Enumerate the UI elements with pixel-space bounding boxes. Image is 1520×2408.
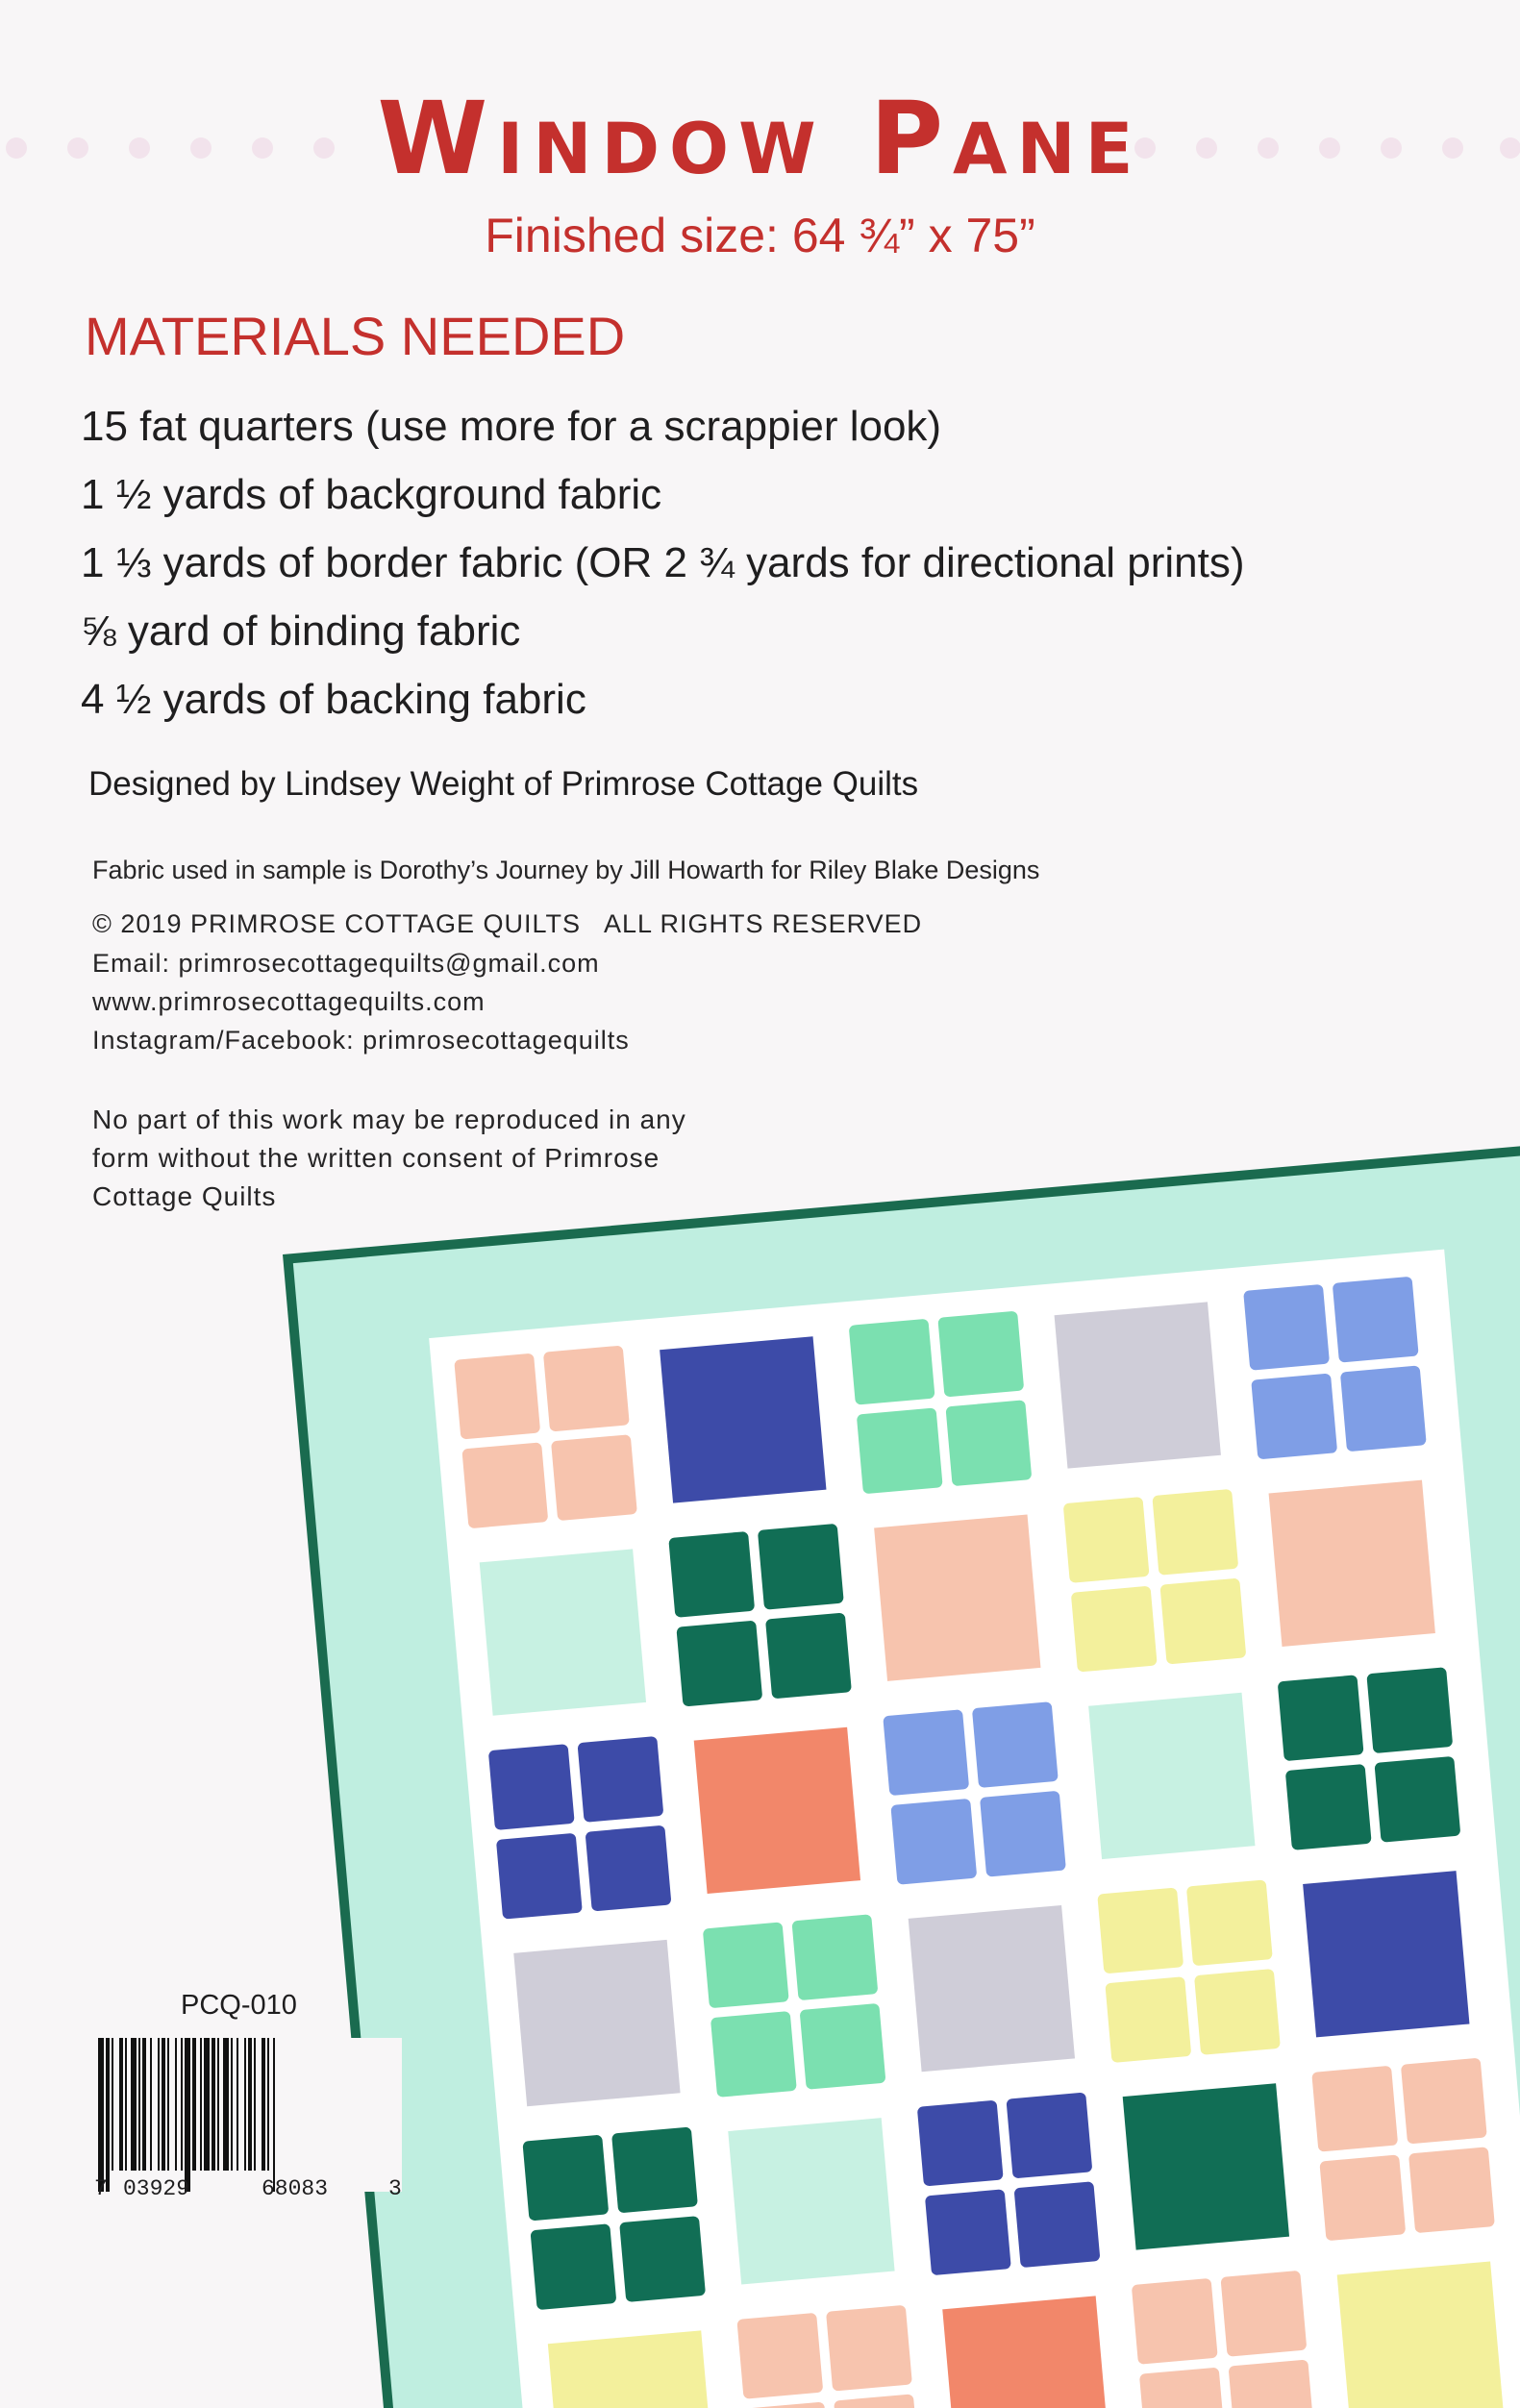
solid-block bbox=[513, 1940, 680, 2106]
barcode-bar bbox=[262, 2038, 265, 2171]
solid-block bbox=[480, 1549, 646, 1715]
material-item: 1 ⅓ yards of border fabric (OR 2 ¾ yards for directional prints) bbox=[81, 539, 1245, 586]
window-pane-quarter bbox=[454, 1353, 540, 1440]
window-pane-quarter bbox=[1311, 2066, 1398, 2152]
barcode-bar bbox=[119, 2038, 123, 2171]
barcode-digit: 68083 bbox=[262, 2176, 329, 2201]
barcode-bar bbox=[254, 2038, 256, 2171]
window-pane-quarter bbox=[791, 1914, 878, 2000]
barcode-bar bbox=[98, 2038, 104, 2192]
barcode-bar bbox=[185, 2038, 190, 2192]
material-item: 4 ½ yards of backing fabric bbox=[81, 676, 586, 723]
window-pane-quarter bbox=[1251, 1373, 1337, 1459]
copyright: © 2019 PRIMROSE COTTAGE QUILTS ALL RIGHTS RESERVED bbox=[92, 909, 923, 938]
barcode-bar bbox=[125, 2038, 127, 2171]
barcode-digit: 03929 bbox=[123, 2176, 190, 2201]
window-pane-quarter bbox=[1186, 1879, 1273, 1966]
barcode-bar bbox=[142, 2038, 146, 2171]
window-pane-quarter bbox=[1366, 1667, 1453, 1753]
solid-block bbox=[694, 1727, 860, 1894]
website: www.primrosecottagequilts.com bbox=[92, 987, 486, 1016]
material-item: 15 fat quarters (use more for a scrappier look) bbox=[81, 403, 942, 450]
notice-line: Cottage Quilts bbox=[92, 1181, 277, 1211]
solid-block bbox=[1055, 1302, 1221, 1468]
window-pane-quarter bbox=[736, 2313, 823, 2399]
materials-heading: MATERIALS NEEDED bbox=[85, 306, 626, 366]
window-pane-quarter bbox=[1152, 1489, 1238, 1576]
barcode-bar bbox=[158, 2038, 160, 2171]
window-pane-quarter bbox=[1285, 1764, 1372, 1850]
solid-block bbox=[1337, 2262, 1504, 2408]
window-pane-quarter bbox=[710, 2011, 797, 2098]
barcode-bar bbox=[267, 2038, 269, 2171]
fabric-note: Fabric used in sample is Dorothy’s Journey by Jill Howarth for Riley Blake Designs bbox=[92, 856, 1040, 884]
pattern-title: Window Pane bbox=[377, 80, 1143, 197]
barcode-bar bbox=[167, 2038, 169, 2171]
window-pane-quarter bbox=[668, 1531, 755, 1618]
material-item: ⅝ yard of binding fabric bbox=[81, 608, 521, 655]
barcode-bar bbox=[106, 2038, 110, 2192]
window-pane-quarter bbox=[1278, 1675, 1364, 1761]
barcode-bar bbox=[192, 2038, 196, 2171]
window-pane-quarter bbox=[1229, 2359, 1315, 2408]
window-pane-quarter bbox=[611, 2126, 698, 2213]
window-pane-quarter bbox=[765, 1612, 852, 1699]
barcode-bar bbox=[204, 2038, 210, 2171]
window-pane-quarter bbox=[1071, 1586, 1158, 1673]
window-pane-quarter bbox=[917, 2100, 1004, 2187]
window-pane-quarter bbox=[676, 1621, 762, 1707]
window-pane-quarter bbox=[883, 1709, 969, 1796]
window-pane-quarter bbox=[577, 1736, 663, 1823]
window-pane-quarter bbox=[619, 2216, 706, 2302]
barcode-icon bbox=[92, 2038, 402, 2192]
solid-block bbox=[1123, 2083, 1289, 2249]
window-pane-quarter bbox=[1014, 2181, 1101, 2268]
barcode-bar bbox=[244, 2038, 246, 2171]
window-pane-quarter bbox=[890, 1799, 977, 1885]
barcode-bar bbox=[248, 2038, 252, 2171]
barcode-bar bbox=[217, 2038, 219, 2171]
barcode-bar bbox=[131, 2038, 137, 2171]
window-pane-quarter bbox=[1243, 1284, 1330, 1371]
window-pane-quarter bbox=[1333, 1277, 1419, 1363]
window-pane-quarter bbox=[849, 1319, 935, 1405]
product-code: PCQ-010 bbox=[181, 1990, 297, 2021]
window-pane-quarter bbox=[945, 1400, 1032, 1486]
window-pane-quarter bbox=[586, 1825, 672, 1912]
window-pane-quarter bbox=[1408, 2147, 1495, 2233]
barcode-bar bbox=[223, 2038, 229, 2171]
window-pane-quarter bbox=[1194, 1969, 1281, 2055]
window-pane-quarter bbox=[1340, 1365, 1427, 1452]
solid-block bbox=[728, 2118, 894, 2284]
window-pane-quarter bbox=[1319, 2154, 1406, 2241]
window-pane-quarter bbox=[703, 1922, 789, 2008]
solid-block bbox=[1088, 1693, 1255, 1859]
barcode-digit: 3 bbox=[388, 2176, 402, 2201]
email: Email: primrosecottagequilts@gmail.com bbox=[92, 949, 600, 978]
window-pane-quarter bbox=[758, 1524, 844, 1610]
barcode-bar bbox=[273, 2038, 275, 2192]
window-pane-quarter bbox=[937, 1311, 1024, 1398]
window-pane-quarter bbox=[1374, 1756, 1460, 1843]
solid-block bbox=[548, 2330, 714, 2408]
window-pane-quarter bbox=[496, 1833, 583, 1920]
window-pane-quarter bbox=[1159, 1578, 1246, 1665]
window-pane-quarter bbox=[857, 1407, 943, 1494]
barcode-bar bbox=[150, 2038, 152, 2171]
material-item: 1 ½ yards of background fabric bbox=[81, 471, 662, 518]
solid-block bbox=[909, 1905, 1075, 2072]
window-pane-quarter bbox=[543, 1346, 630, 1432]
barcode-bar bbox=[212, 2038, 215, 2171]
window-pane-quarter bbox=[1063, 1497, 1150, 1583]
notice-line: No part of this work may be reproduced in any bbox=[92, 1105, 686, 1134]
solid-block bbox=[942, 2296, 1109, 2408]
window-pane-quarter bbox=[530, 2223, 616, 2310]
barcode-bar bbox=[175, 2038, 177, 2171]
window-pane-quarter bbox=[972, 1701, 1059, 1788]
barcode-bar bbox=[162, 2038, 165, 2171]
window-pane-quarter bbox=[488, 1744, 575, 1830]
finished-size: Finished size: 64 ¾” x 75” bbox=[485, 209, 1035, 262]
solid-block bbox=[1303, 1871, 1469, 2037]
barcode-digit: 7 bbox=[94, 2176, 108, 2201]
notice-line: form without the written consent of Primrose bbox=[92, 1143, 660, 1173]
social-handle: Instagram/Facebook: primrosecottagequilts bbox=[92, 1026, 630, 1055]
barcode-bar bbox=[231, 2038, 233, 2171]
window-pane-quarter bbox=[1105, 1976, 1191, 2063]
window-pane-quarter bbox=[826, 2305, 912, 2392]
barcode-bar bbox=[237, 2038, 238, 2171]
designer-credit: Designed by Lindsey Weight of Primrose Cottage Quilts bbox=[88, 765, 919, 803]
barcode-bar bbox=[112, 2038, 113, 2171]
window-pane-quarter bbox=[1132, 2278, 1218, 2365]
window-pane-quarter bbox=[800, 2003, 886, 2090]
solid-block bbox=[1269, 1480, 1435, 1647]
solid-block bbox=[660, 1336, 826, 1502]
window-pane-quarter bbox=[461, 1442, 548, 1528]
window-pane-quarter bbox=[1220, 2271, 1307, 2357]
window-pane-quarter bbox=[1006, 2093, 1092, 2179]
window-pane-quarter bbox=[980, 1791, 1066, 1877]
barcode-bar bbox=[181, 2038, 183, 2171]
barcode-bar bbox=[200, 2038, 202, 2171]
window-pane-quarter bbox=[522, 2135, 609, 2222]
barcode-bar bbox=[138, 2038, 140, 2171]
window-pane-quarter bbox=[925, 2189, 1011, 2275]
solid-block bbox=[874, 1515, 1040, 1681]
window-pane-quarter bbox=[1139, 2368, 1226, 2408]
window-pane-quarter bbox=[1097, 1887, 1184, 1974]
window-pane-quarter bbox=[1401, 2058, 1487, 2145]
window-pane-quarter bbox=[551, 1434, 637, 1521]
